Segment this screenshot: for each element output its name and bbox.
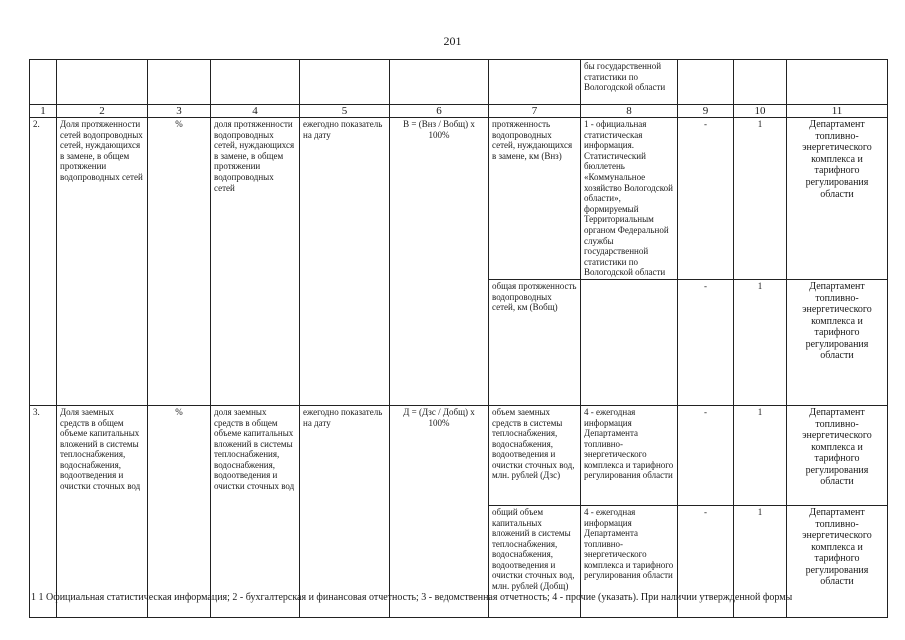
cell: [390, 60, 489, 105]
base-indicator: объем заемных средств в системы теплоснабжения, водоснабжения, водоотведения и очистки сточных вод, млн. рублей (Дзс): [489, 405, 581, 505]
col10-value: 1: [734, 118, 787, 280]
column-number: 11: [787, 105, 888, 118]
responsible-department: Департамент топливно-энергетического комплекса и тарифного регулирования области: [787, 505, 888, 617]
table-row: [30, 405, 888, 505]
indicator-name: Доля протяженности сетей водопроводных сетей, нуждающихся в замене, в общем протяжении водопроводных сетей: [57, 118, 148, 406]
periodicity: ежегодно показатель на дату: [300, 405, 390, 617]
responsible-department: Департамент топливно-энергетического комплекса и тарифного регулирования области: [787, 118, 888, 280]
cell: [300, 60, 390, 105]
base-indicator: общая протяженность водопроводных сетей, км (Вобщ): [489, 279, 581, 405]
column-number: 7: [489, 105, 581, 118]
col10-value: 1: [734, 279, 787, 405]
cell: [30, 60, 57, 105]
col9-value: -: [678, 405, 734, 505]
column-number: 4: [211, 105, 300, 118]
footnote: 1 1 Официальная статистическая информация; 2 - бухгалтерская и финансовая отчетность; 3 - ведомственная отчетность; 4 - прочие (указать). При наличии утвержденной формы: [31, 592, 793, 603]
table-row: [30, 118, 888, 280]
indicator-definition: доля протяженности водопроводных сетей, нуждающихся в замене, в общем протяжении водопроводных сетей: [211, 118, 300, 406]
col9-value: -: [678, 118, 734, 280]
column-number: 3: [148, 105, 211, 118]
unit: %: [148, 118, 211, 406]
indicator-definition: доля заемных средств в общем объеме капитальных вложений в системы теплоснабжения, водоснабжения, водоотведения и очистки сточных вод: [211, 405, 300, 617]
base-indicator: общий объем капитальных вложений в системы теплоснабжения, водоснабжения, водоотведения и очистки сточных вод, млн. рублей (Добщ): [489, 505, 581, 617]
col9-value: -: [678, 505, 734, 617]
cell-source-continued: бы государственной статистики по Вологодской области: [581, 60, 678, 105]
row-number: 3.: [30, 405, 57, 617]
formula: В = (Внз / Вобщ) х 100%: [390, 118, 489, 406]
cell: [734, 60, 787, 105]
page-number: 201: [443, 34, 462, 48]
continuation-row: [30, 60, 888, 105]
cell: [678, 60, 734, 105]
row-number: 2.: [30, 118, 57, 406]
cell: [57, 60, 148, 105]
column-number: 10: [734, 105, 787, 118]
data-source: 1 - официальная статистическая информация. Статистический бюллетень «Коммунальное хозяйство Вологодской области», формируемый Территориальным органом Федеральной службы государственной статистики по Вологодской области: [581, 118, 678, 280]
data-source: [581, 279, 678, 405]
column-number: 9: [678, 105, 734, 118]
formula: Д = (Дзс / Добщ) х 100%: [390, 405, 489, 617]
cell: [489, 60, 581, 105]
cell: [148, 60, 211, 105]
periodicity: ежегодно показатель на дату: [300, 118, 390, 406]
col9-value: -: [678, 279, 734, 405]
column-number: 6: [390, 105, 489, 118]
responsible-department: Департамент топливно-энергетического комплекса и тарифного регулирования области: [787, 279, 888, 405]
data-source: 4 - ежегодная информация Департамента топливно-энергетического комплекса и тарифного регулирования области: [581, 405, 678, 505]
col10-value: 1: [734, 405, 787, 505]
unit: %: [148, 405, 211, 617]
column-number: 2: [57, 105, 148, 118]
data-source: 4 - ежегодная информация Департамента топливно-энергетического комплекса и тарифного регулирования области: [581, 505, 678, 617]
indicator-name: Доля заемных средств в общем объеме капитальных вложений в системы теплоснабжения, водоснабжения, водоотведения и очистки сточных вод: [57, 405, 148, 617]
column-number: 1: [30, 105, 57, 118]
cell: [211, 60, 300, 105]
indicators-table: [29, 59, 888, 618]
column-number-row: [30, 105, 888, 118]
responsible-department: Департамент топливно-энергетического комплекса и тарифного регулирования области: [787, 405, 888, 505]
col10-value: 1: [734, 505, 787, 617]
column-number: 5: [300, 105, 390, 118]
base-indicator: протяженность водопроводных сетей, нуждающихся в замене, км (Внз): [489, 118, 581, 280]
column-number: 8: [581, 105, 678, 118]
cell: [787, 60, 888, 105]
